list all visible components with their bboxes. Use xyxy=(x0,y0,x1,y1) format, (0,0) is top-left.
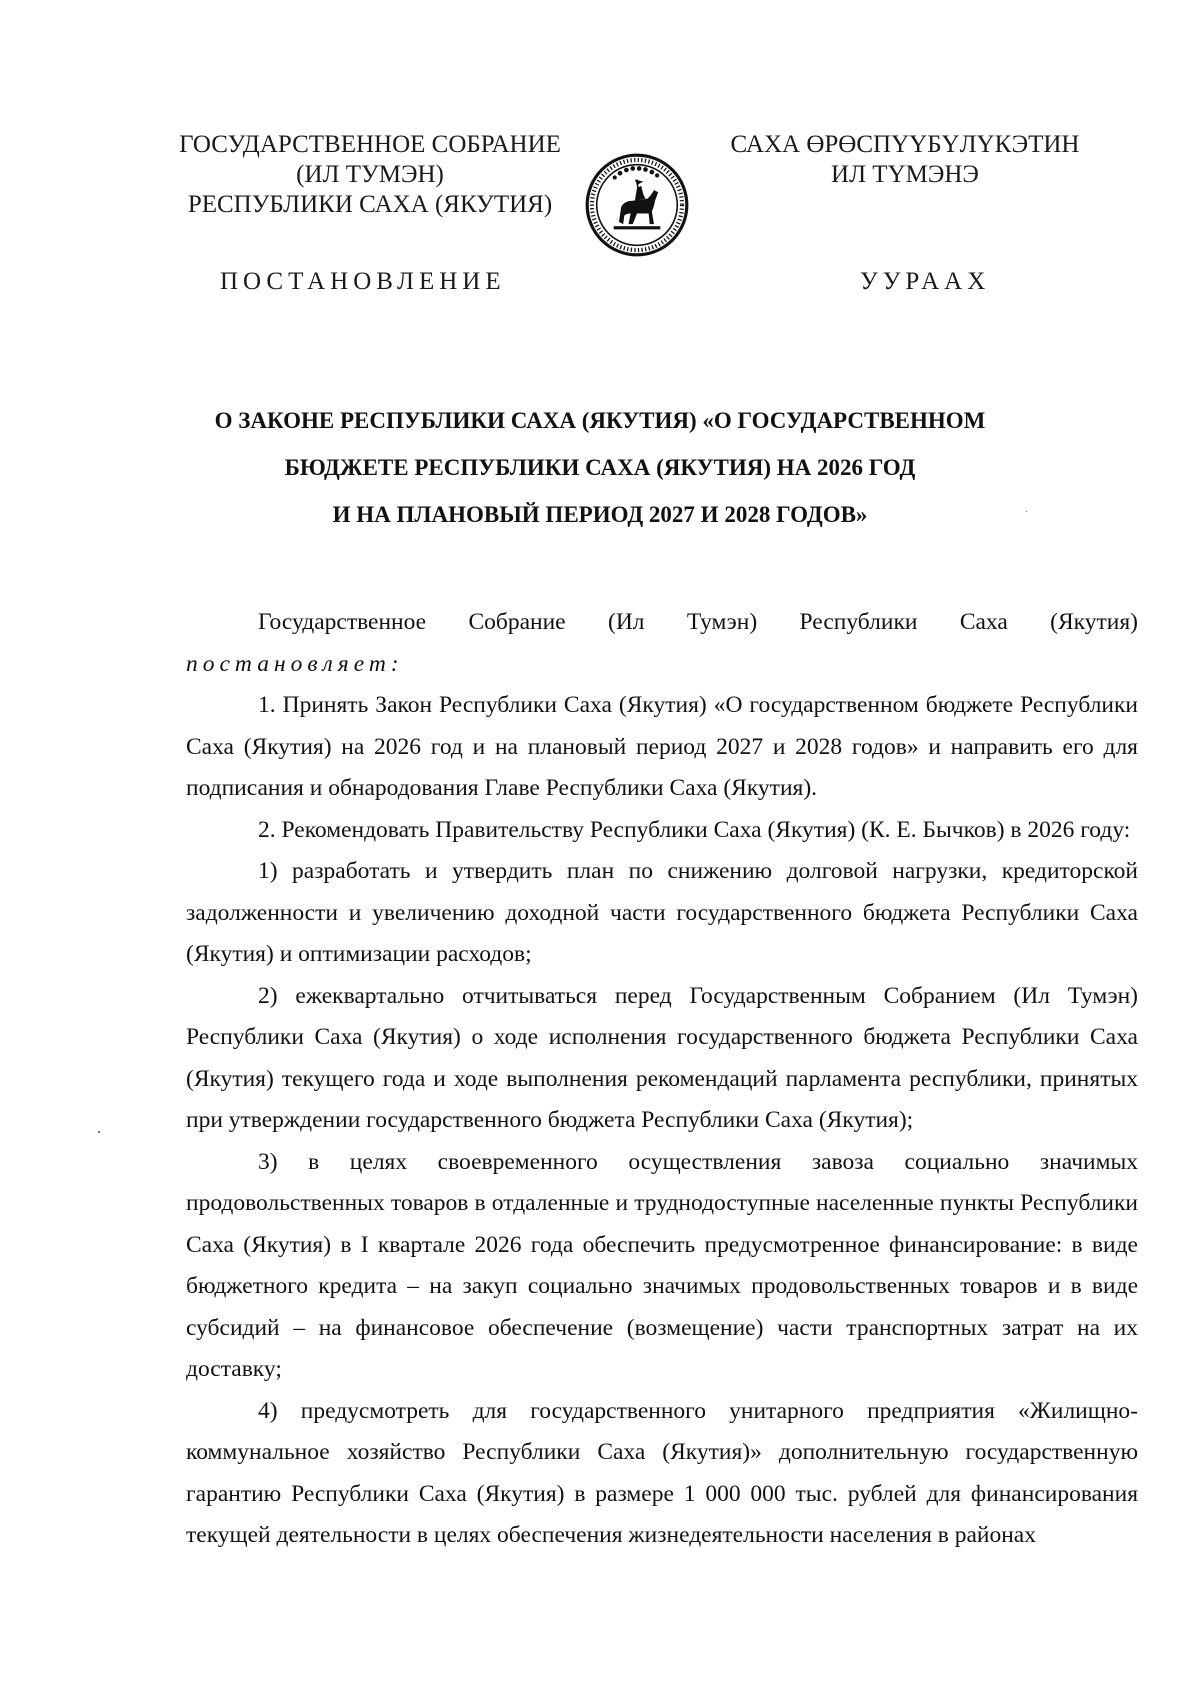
item-1-paragraph: 1. Принять Закон Республики Саха (Якутия) «О государственном бюджете Республики Саха (Якутия) на 2026 год и на плановый период 2027 и 2028 годов» и направить его для подписания и обнародования Главе Республики Саха (Якутия). xyxy=(186,692,1138,801)
issuer-line-1: ГОСУДАРСТВЕННОЕ СОБРАНИЕ xyxy=(179,131,561,158)
document-type-sakha: УУРААХ xyxy=(860,268,991,295)
title-line-3: И НА ПЛАНОВЫЙ ПЕРИОД 2027 И 2028 ГОДОВ» xyxy=(332,502,868,527)
intro-paragraph: Государственное Собрание (Ил Тумэн) Республики Саха (Якутия) xyxy=(258,609,1138,635)
title-line-2: БЮДЖЕТЕ РЕСПУБЛИКИ САХА (ЯКУТИЯ) НА 2026 ГОД xyxy=(284,455,916,480)
document-body xyxy=(186,602,1138,1557)
document-type-russian: ПОСТАНОВЛЕНИЕ xyxy=(220,268,506,295)
title-line-1: О ЗАКОНЕ РЕСПУБЛИКИ САХА (ЯКУТИЯ) «О ГОСУДАРСТВЕННОМ xyxy=(214,408,986,433)
subitem-2-paragraph: 2) ежеквартально отчитываться перед Государственным Собранием (Ил Тумэн) Республики Саха (Якутия) о ходе исполнения государственного бюджета Республики Саха (Якутия) текущего года и ходе выполнения рекомендаций парламента республики, принятых при утверждении государственного бюджета Республики Саха (Якутия); xyxy=(186,982,1138,1133)
scan-artifact xyxy=(1026,511,1027,512)
item-2-paragraph: 2. Рекомендовать Правительству Республики Саха (Якутия) (К. Е. Бычков) в 2026 году: xyxy=(258,816,1131,843)
issuer-line-2: (ИЛ ТУМЭН) xyxy=(296,161,444,188)
issuer-name-russian xyxy=(160,130,580,220)
coat-of-arms-icon xyxy=(584,152,690,258)
subitem-3-paragraph: 3) в целях своевременного осуществления завоза социально значимых продовольственных товаров в отдаленные и труднодоступные населенные пункты Республики Саха (Якутия) в I квартале 2026 года обеспечить предусмотренное финансирование: в виде бюджетного кредита – на закуп социально значимых продовольственных товаров и в виде субсидий – на финансовое обеспечение (возмещение) части транспортных затрат на их доставку; xyxy=(186,1148,1138,1382)
scan-artifact xyxy=(98,1131,100,1133)
issuer-name-sakha xyxy=(715,130,1095,190)
document-title xyxy=(150,397,1050,538)
issuer-line-3: РЕСПУБЛИКИ САХА (ЯКУТИЯ) xyxy=(187,191,553,218)
issuer-sakha-line-1: САХА ӨРӨСПҮҮБҮЛҮКЭТИН xyxy=(730,131,1080,158)
subitem-4-paragraph: 4) предусмотреть для государственного унитарного предприятия «Жилищно-коммунальное хозяйство Республики Саха (Якутия)» дополнительную государственную гарантию Республики Саха (Якутия) в размере 1 000 000 тыс. рублей для финансирования текущей деятельности в целях обеспечения жизнедеятельности населения в районах xyxy=(186,1397,1138,1548)
intro-verb: постановляет: xyxy=(186,650,404,677)
issuer-sakha-line-2: ИЛ ТҮМЭНЭ xyxy=(831,161,979,188)
subitem-1-paragraph: 1) разработать и утвердить план по снижению долговой нагрузки, кредиторской задолженности и увеличению доходной части государственного бюджета Республики Саха (Якутия) и оптимизации расходов; xyxy=(186,858,1138,967)
